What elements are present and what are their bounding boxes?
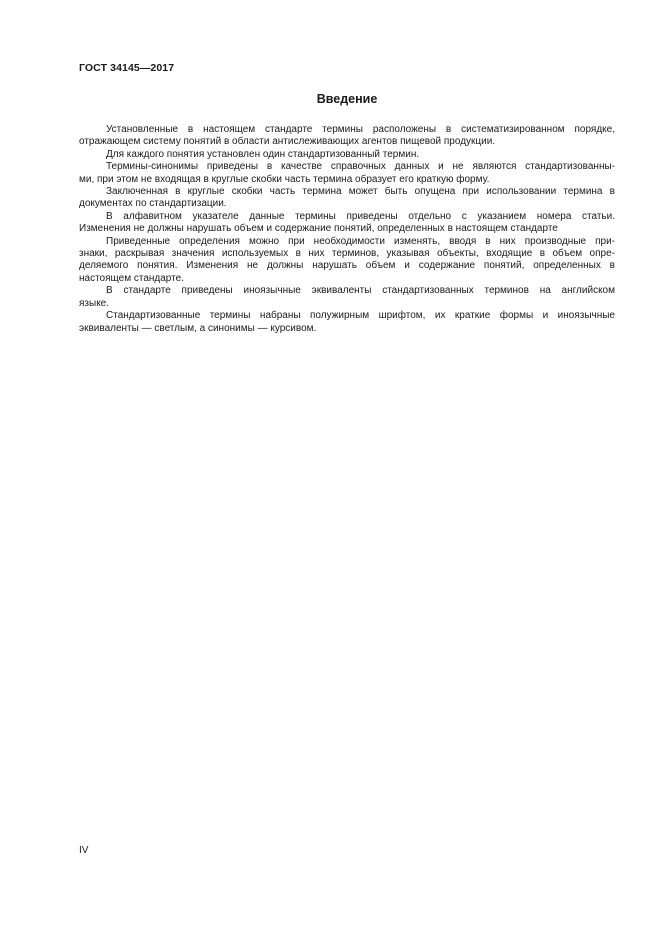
text-line: знаки, раскрывая значения используемых в них терминов, указывая объекты, входящие в объем опре-	[79, 248, 615, 260]
text-line: эквиваленты — светлым, а синонимы — курсивом.	[79, 322, 317, 334]
page-number: IV	[79, 845, 89, 856]
paragraph	[79, 236, 615, 286]
text-line: Для каждого понятия установлен один стандартизованный термин.	[106, 148, 420, 160]
text-line: В стандарте приведены иноязычные эквиваленты стандартизованных терминов на английском	[106, 285, 615, 297]
paragraph	[79, 149, 615, 161]
paragraph	[79, 211, 615, 236]
paragraph	[79, 186, 615, 211]
text-line: настоящем стандарте.	[79, 272, 184, 284]
paragraph	[79, 161, 615, 186]
text-line: Стандартизованные термины набраны полужирным шрифтом, их краткие формы и иноязычные	[106, 310, 615, 322]
paragraph	[79, 285, 615, 310]
text-line: Термины-синонимы приведены в качестве справочных данных и не являются стандартизованны-	[106, 161, 615, 173]
introduction-body	[79, 124, 615, 335]
section-title: Введение	[316, 92, 378, 106]
text-line: Установленные в настоящем стандарте термины расположены в систематизированном порядке,	[106, 124, 615, 135]
paragraph	[79, 310, 615, 335]
text-line: В алфавитном указателе данные термины приведены отдельно с указанием номера статьи.	[106, 210, 615, 222]
text-line: отражающем систему понятий в области антислеживающих агентов пищевой продукции.	[79, 136, 496, 148]
text-line: ми, при этом не входящая в круглые скобки часть термина образует его краткую форму.	[79, 173, 490, 185]
text-line: Изменения не должны нарушать объем и содержание понятий, определенных в настоящем стандарте	[79, 223, 558, 235]
text-line: Заключенная в круглые скобки часть термина может быть опущена при использовании термина в	[106, 186, 615, 198]
text-line: Приведенные определения можно при необходимости изменять, вводя в них производные при-	[106, 235, 615, 247]
paragraph	[79, 124, 615, 149]
text-line: документах по стандартизации.	[79, 198, 227, 210]
text-line: языке.	[79, 297, 110, 309]
document-header: ГОСТ 34145—2017	[79, 62, 175, 74]
text-line: деляемого понятия. Изменения не должны нарушать объем и содержание понятий, определенных в	[79, 260, 615, 272]
